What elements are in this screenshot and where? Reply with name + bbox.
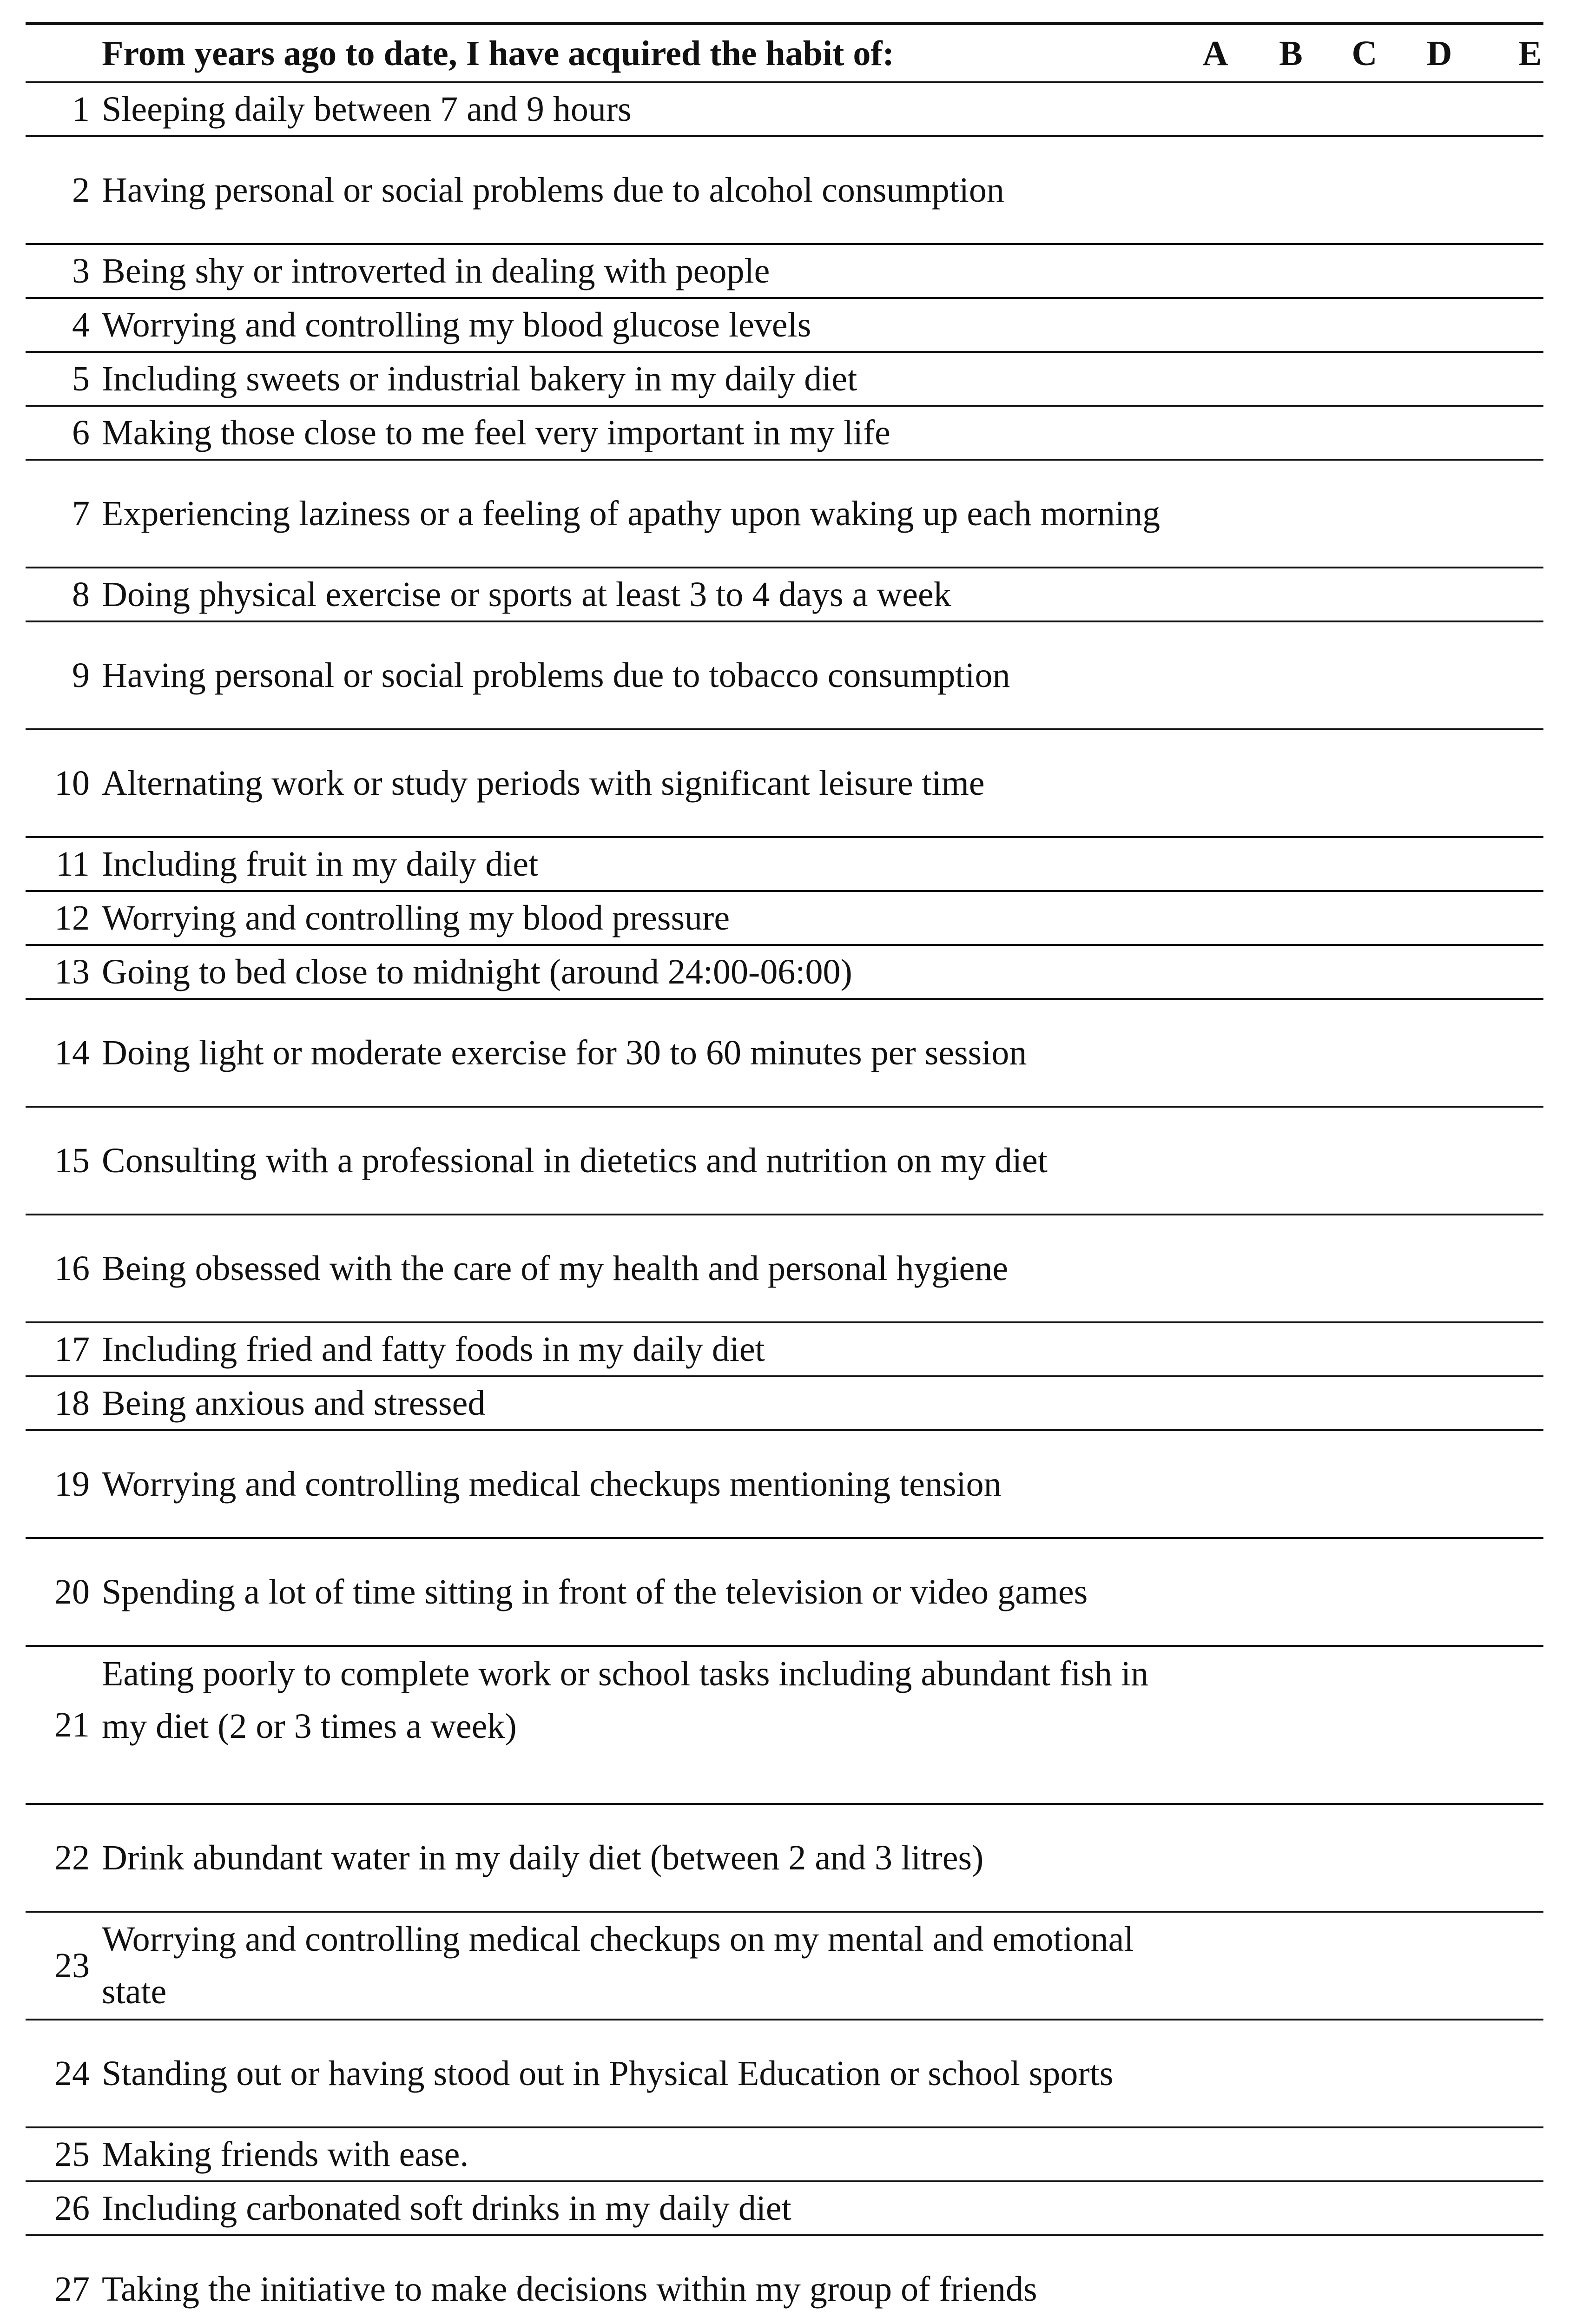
item-text: Including fruit in my daily diet	[102, 844, 539, 884]
item-text: Including sweets or industrial bakery in my daily diet	[102, 359, 857, 398]
item-number: 3	[72, 251, 90, 290]
option-e-header: E	[1518, 33, 1542, 73]
item-number: 5	[72, 359, 90, 398]
table-row	[26, 568, 1543, 622]
item-text: Having personal or social problems due to alcohol consumption	[102, 170, 1004, 210]
item-number: 25	[54, 2135, 90, 2174]
item-text: Making those close to me feel very important in my life	[102, 413, 890, 452]
item-number: 6	[72, 413, 90, 452]
table-row	[26, 299, 1543, 353]
table-header-row	[26, 25, 1543, 83]
item-text: Consulting with a professional in dietetics and nutrition on my diet	[102, 1141, 1048, 1180]
item-number: 4	[72, 305, 90, 344]
table-row	[26, 137, 1543, 245]
item-number: 18	[54, 1384, 90, 1423]
item-text: Being anxious and stressed	[102, 1383, 486, 1423]
item-number: 14	[54, 1033, 90, 1072]
item-text: Standing out or having stood out in Physical Education or school sports	[102, 2053, 1114, 2093]
table-row	[26, 461, 1543, 568]
item-text: Going to bed close to midnight (around 24:00-06:00)	[102, 952, 852, 991]
table-row	[26, 2236, 1543, 2324]
item-text: Eating poorly to complete work or school tasks including abundant fish in my diet (2 or 3 times a week)	[102, 1654, 1149, 1746]
item-text: Taking the initiative to make decisions within my group of friends	[102, 2269, 1037, 2309]
item-number: 13	[54, 952, 90, 991]
item-number: 26	[54, 2189, 90, 2228]
item-number: 27	[54, 2270, 90, 2309]
option-a-header: A	[1202, 33, 1228, 73]
table-row	[26, 83, 1543, 137]
table-row	[26, 353, 1543, 407]
table-row	[26, 1215, 1543, 1323]
table-row	[26, 1377, 1543, 1431]
item-number: 22	[54, 1838, 90, 1877]
item-number: 20	[54, 1572, 90, 1611]
option-b-header: B	[1279, 33, 1303, 73]
item-number: 21	[54, 1705, 90, 1744]
table-row	[26, 2020, 1543, 2128]
option-d-header: D	[1426, 33, 1452, 73]
item-number: 15	[54, 1141, 90, 1180]
item-text: Alternating work or study periods with significant leisure time	[102, 763, 985, 803]
item-number: 19	[54, 1465, 90, 1504]
item-text: Doing physical exercise or sports at least 3 to 4 days a week	[102, 574, 951, 614]
item-number: 8	[72, 575, 90, 614]
item-text: Experiencing laziness or a feeling of apathy upon waking up each morning	[102, 494, 1160, 533]
table-row	[26, 1913, 1543, 2020]
table-row	[26, 1539, 1543, 1647]
item-text: Drink abundant water in my daily diet (between 2 and 3 litres)	[102, 1838, 984, 1877]
table-row	[26, 892, 1543, 946]
item-number: 1	[72, 90, 90, 129]
item-text: Worrying and controlling my blood pressure	[102, 898, 730, 938]
item-text: Including fried and fatty foods in my daily diet	[102, 1329, 765, 1369]
item-text: Worrying and controlling my blood glucose levels	[102, 305, 811, 344]
table-row	[26, 245, 1543, 299]
table-row	[26, 1323, 1543, 1377]
item-text: Including carbonated soft drinks in my daily diet	[102, 2188, 791, 2228]
item-text: Being obsessed with the care of my health and personal hygiene	[102, 1248, 1009, 1288]
item-number: 7	[72, 494, 90, 533]
item-number: 24	[54, 2054, 90, 2093]
table-row	[26, 838, 1543, 892]
item-number: 9	[72, 656, 90, 695]
table-row	[26, 946, 1543, 1000]
item-text: Having personal or social problems due to tobacco consumption	[102, 655, 1010, 695]
item-text: Being shy or introverted in dealing with people	[102, 251, 770, 290]
item-number: 23	[54, 1946, 90, 1985]
habits-questionnaire-table	[26, 22, 1543, 2324]
item-text: Making friends with ease.	[102, 2134, 469, 2174]
item-text: Sleeping daily between 7 and 9 hours	[102, 89, 632, 129]
table-row	[26, 1431, 1543, 1539]
item-text: Worrying and controlling medical checkups on my mental and emotional state	[102, 1920, 1134, 2011]
item-text: Worrying and controlling medical checkups mentioning tension	[102, 1464, 1002, 1504]
item-number: 11	[55, 845, 90, 884]
item-text: Doing light or moderate exercise for 30 to 60 minutes per session	[102, 1033, 1027, 1072]
table-row	[26, 1000, 1543, 1108]
item-number: 2	[72, 171, 90, 210]
table-row	[26, 1108, 1543, 1215]
table-row	[26, 407, 1543, 461]
item-number: 10	[54, 764, 90, 803]
item-number: 17	[54, 1330, 90, 1369]
item-number: 12	[54, 898, 90, 938]
table-row	[26, 622, 1543, 730]
table-row	[26, 1805, 1543, 1913]
table-heading: From years ago to date, I have acquired the habit of:	[102, 33, 894, 73]
table-row	[26, 2128, 1543, 2182]
table-row	[26, 2182, 1543, 2236]
table-row	[26, 1647, 1543, 1805]
item-text: Spending a lot of time sitting in front of the television or video games	[102, 1572, 1088, 1611]
table-row	[26, 730, 1543, 838]
option-c-header: C	[1351, 33, 1378, 73]
item-number: 16	[54, 1249, 90, 1288]
